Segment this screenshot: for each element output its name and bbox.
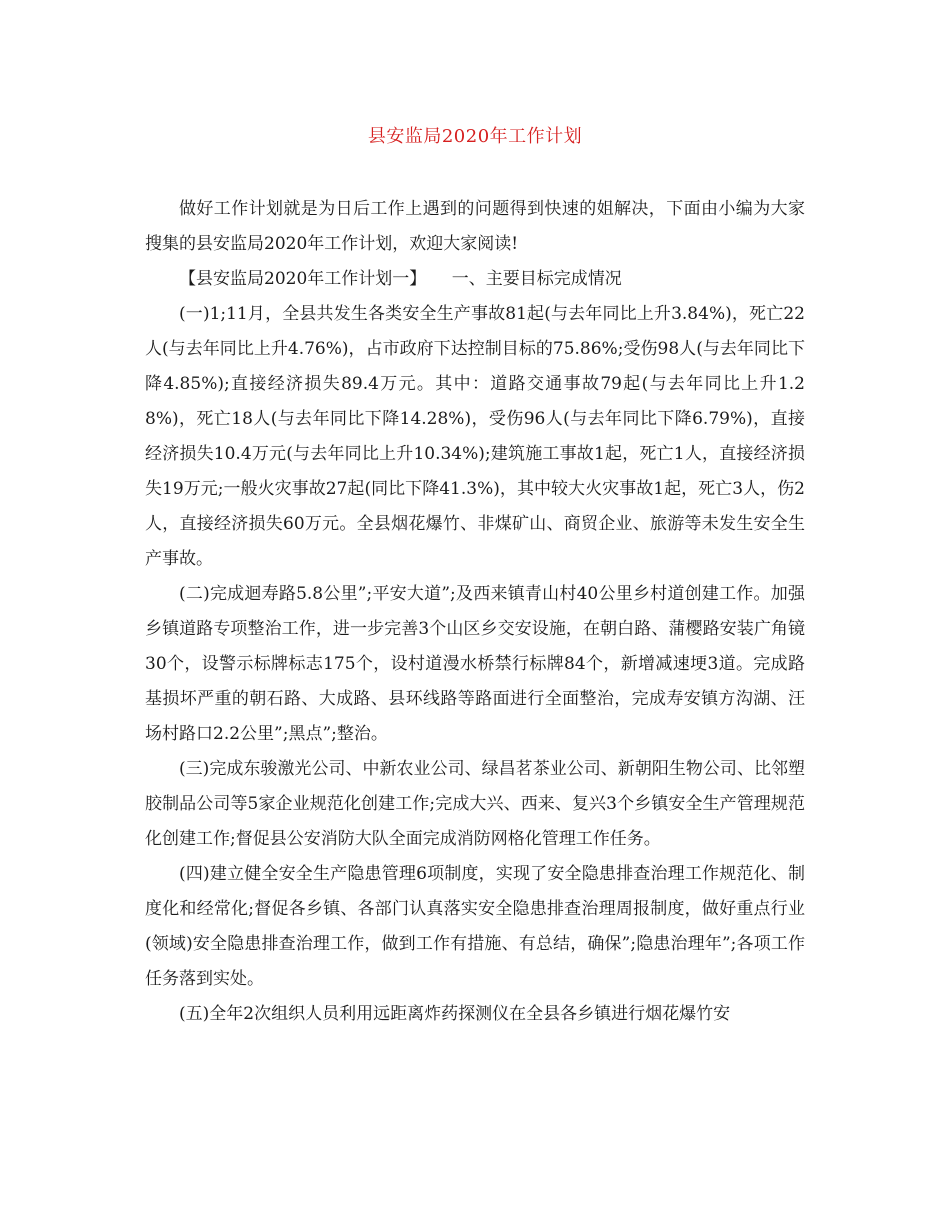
paragraph-section-heading: 【县安监局2020年工作计划一】 一、主要目标完成情况 bbox=[179, 269, 622, 289]
paragraph-item-3: (三)完成东骏激光公司、中新农业公司、绿昌茗茶业公司、新朝阳生物公司、比邻塑胶制品公司等5家企业规范化创建工作;完成大兴、西来、复兴3个乡镇安全生产管理规范化创建工作;督促县公安消防大队全面完成消防网格化管理工作任务。 bbox=[145, 759, 805, 849]
document-body bbox=[145, 192, 805, 1032]
paragraph-item-4: (四)建立健全安全生产隐患管理6项制度，实现了安全隐患排查治理工作规范化、制度化和经常化;督促各乡镇、各部门认真落实安全隐患排查治理周报制度，做好重点行业(领域)安全隐患排查治理工作，做到工作有措施、有总结，确保”;隐患治理年”;各项工作任务落到实处。 bbox=[145, 864, 805, 989]
paragraph-item-2: (二)完成迴寿路5.8公里”;平安大道”;及西来镇青山村40公里乡村道创建工作。加强乡镇道路专项整治工作，进一步完善3个山区乡交安设施，在朝白路、蒲樱路安装广角镜30个，设警示标牌标志175个，设村道漫水桥禁行标牌84个，新增减速埂3道。完成路基损坏严重的朝石路、大成路、县环线路等路面进行全面整治，完成寿安镇方沟湖、汪场村路口2.2公里”;黑点”;整治。 bbox=[145, 584, 805, 744]
document-title: 县安监局2020年工作计划 bbox=[367, 126, 583, 147]
paragraph-intro: 做好工作计划就是为日后工作上遇到的问题得到快速的姐解决，下面由小编为大家搜集的县安监局2020年工作计划，欢迎大家阅读! bbox=[145, 199, 805, 254]
paragraph-item-1: (一)1;11月，全县共发生各类安全生产事故81起(与去年同比上升3.84%)，死亡22人(与去年同比上升4.76%)，占市政府下达控制目标的75.86%;受伤98人(与去年同比下降4.85%);直接经济损失89.4万元。其中：道路交通事故79起(与去年同比上升1.28%)，死亡18人(与去年同比下降14.28%)，受伤96人(与去年同比下降6.79%)，直接经济损失10.4万元(与去年同比上升10.34%);建筑施工事故1起，死亡1人，直接经济损失19万元;一般火灾事故27起(同比下降41.3%)，其中较大火灾事故1起，死亡3人，伤2人，直接经济损失60万元。全县烟花爆竹、非煤矿山、商贸企业、旅游等未发生安全生产事故。 bbox=[145, 304, 805, 569]
paragraph-item-5: (五)全年2次组织人员利用远距离炸药探测仪在全县各乡镇进行烟花爆竹安 bbox=[179, 1004, 731, 1024]
